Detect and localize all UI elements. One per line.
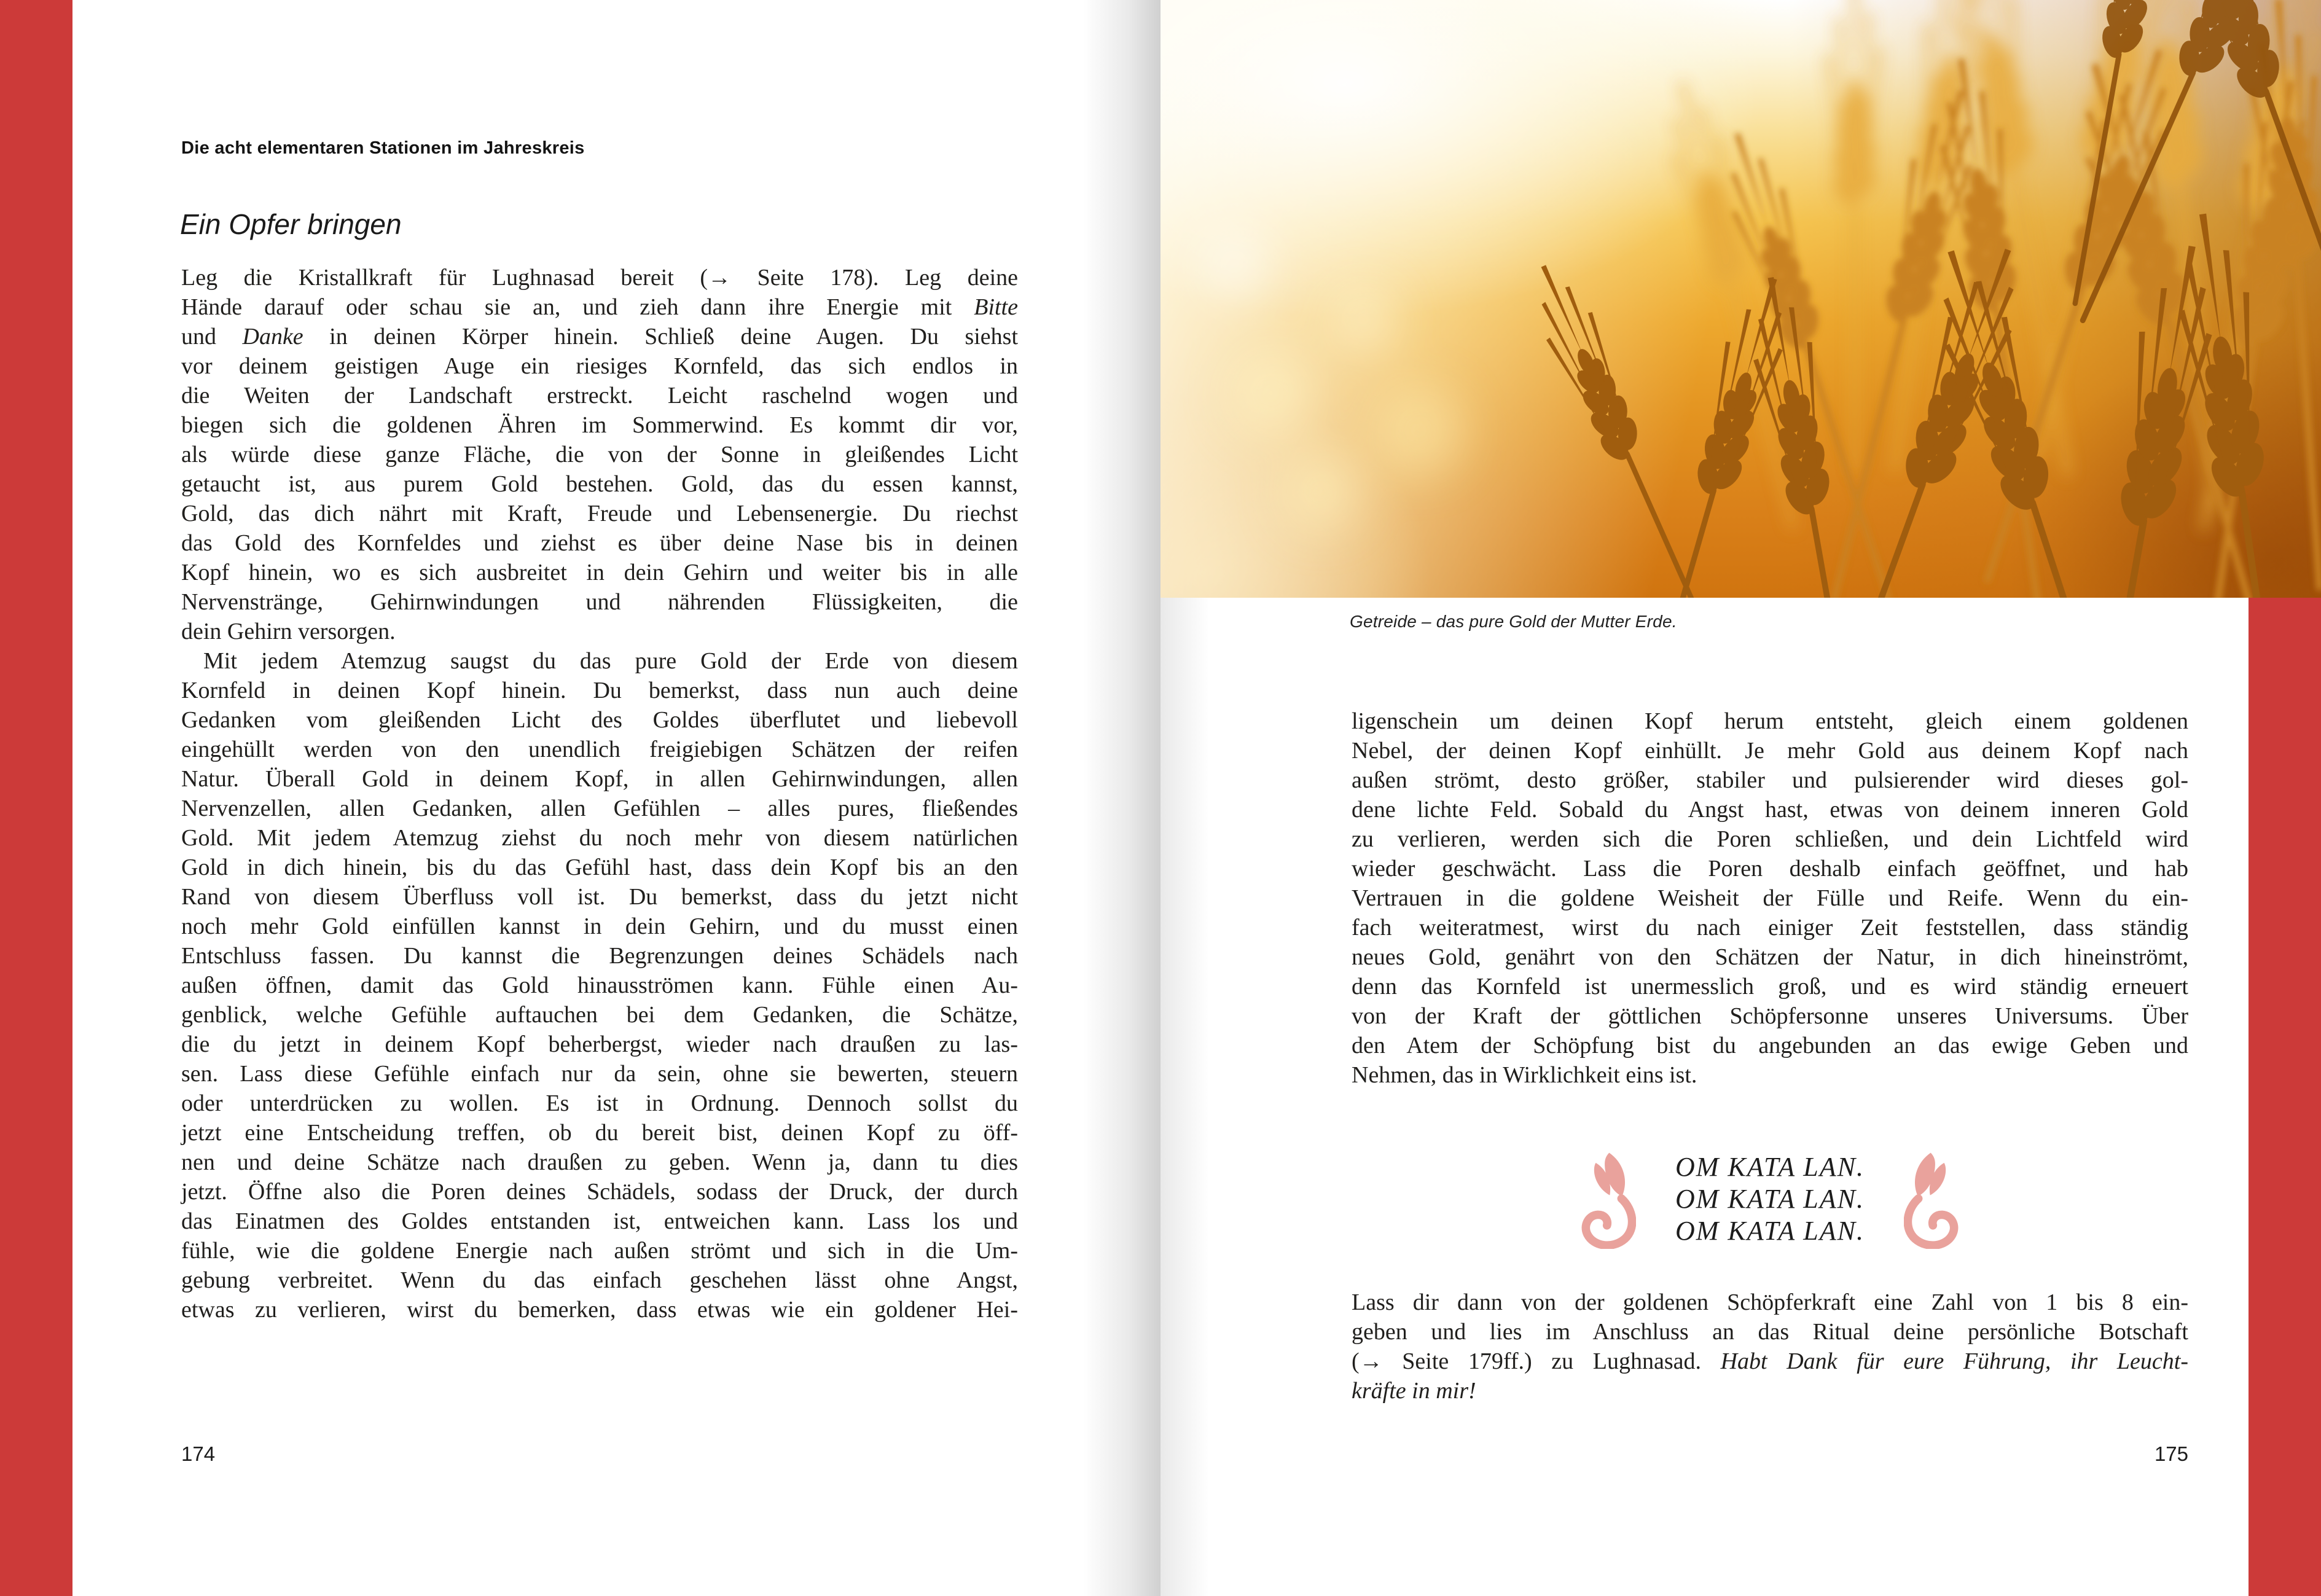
body-paragraph: Lass dir dann von der goldenen Schöpferkraft eine Zahl von 1 bis 8 ein- geben und lies im Anschluss an das Ritual deine persönliche Botschaft (→ Seite 179ff.) zu Lughnasad. Habt Dank für eure Führung, ihr Leucht- kräfte in mir! bbox=[1352, 1289, 2188, 1404]
section-heading: Ein Opfer bringen bbox=[180, 208, 402, 240]
floral-ornament-icon bbox=[1904, 1149, 1965, 1249]
wheat-photo bbox=[1160, 0, 2321, 598]
red-stripe-left bbox=[0, 0, 72, 1596]
red-stripe-right bbox=[2249, 598, 2321, 1596]
wheat-illustration bbox=[1160, 0, 2321, 598]
mantra-line: OM KATA LAN. bbox=[1675, 1216, 1865, 1246]
body-text-right-closing bbox=[1352, 1288, 2188, 1406]
body-text-left bbox=[181, 263, 1018, 1324]
running-header: Die acht elementaren Stationen im Jahreskreis bbox=[181, 138, 585, 158]
page-number-left: 174 bbox=[181, 1442, 216, 1465]
photo-caption: Getreide – das pure Gold der Mutter Erde. bbox=[1350, 612, 1677, 631]
gutter-shadow-left bbox=[1083, 0, 1160, 1596]
body-paragraph: Mit jedem Atemzug saugst du das pure Gold der Erde von diesem Kornfeld in deinen Kopf hinein. Du bemerkst, dass nun auch deine Gedanken vom gleißenden Licht des Goldes überflutet und liebevoll eingehüllt werden von den unendlich freigiebigen Schätzen der reifen Natur. Überall Gold in deinem Kopf, in allen Gehirnwindungen, allen Nervenzellen, allen Gedanken, allen Gefühlen – alles pures, fließendes Gold. Mit jedem Atemzug ziehst du noch mehr von diesem natürlichen Gold in dich hinein, bis du das Gefühl hast, dass dein Kopf bis an den Rand von diesem Überfluss voll ist. Du bemerkst, dass du jetzt nicht noch mehr Gold einfüllen kannst in dein Gehirn, und du musst einen Entschluss fassen. Du kannst die Begrenzungen deines Schädels nach außen öffnen, damit das Gold hinausströmen kann. Fühle einen Au- genblick, welche Gefühle auftauchen bei dem Gedanken, die Schätze, die du jetzt in deinem Kopf beherbergst, wieder nach draußen zu las- sen. Lass diese Gefühle einfach nur da sein, ohne sie bewerten, steuern oder unterdrücken zu wollen. Es ist in Ordnung. Dennoch sollst du jetzt eine Entscheidung treffen, ob du bereit bist, deinen Kopf zu öff- nen und deine Schätze nach draußen zu geben. Wenn ja, dann tu dies jetzt. Öffne also die Poren deines Schädels, sodass der Druck, der durch das Einatmen des Goldes entstanden ist, entweichen kann. Lass los und fühle, wie die goldene Energie nach außen strömt und sich in die Um- gebung verbreitet. Wenn du das einfach geschehen lässt ohne Angst, etwas zu verlieren, wirst du bemerken, dass etwas wie ein goldener Hei- bbox=[181, 648, 1018, 1323]
mantra-line: OM KATA LAN. bbox=[1675, 1184, 1865, 1214]
body-text-right bbox=[1352, 706, 2188, 1090]
body-paragraph: Leg die Kristallkraft für Lughnasad bereit (→ Seite 178). Leg deine Hände darauf oder schau sie an, und zieh dann ihre Energie mit Bitte und Danke in deinen Körper hinein. Schließ deine Augen. Du siehst vor deinem geistigen Auge ein riesiges Kornfeld, das sich endlos in die Weiten der Landschaft erstreckt. Leicht raschelnd wogen und biegen sich die goldenen Ähren im Sommerwind. Es kommt dir vor, als würde diese ganze Fläche, die von der Sonne in gleißendes Licht getaucht ist, aus purem Gold bestehen. Gold, das du essen kannst, Gold, das dich nährt mit Kraft, Freude und Lebensenergie. Du riechst das Gold des Kornfeldes und ziehst es über deine Nase bis in deinen Kopf hinein, wo es sich ausbreitet in dein Gehirn und weiter bis in alle Nervenstränge, Gehirnwindungen und nährenden Flüssigkeiten, die dein Gehirn versorgen. bbox=[181, 265, 1019, 644]
page-number-right: 175 bbox=[2154, 1442, 2188, 1465]
gutter-shadow-right bbox=[1160, 598, 1210, 1596]
floral-ornament-icon bbox=[1575, 1149, 1636, 1249]
mantra-block bbox=[1352, 1144, 2188, 1254]
mantra-line: OM KATA LAN. bbox=[1675, 1152, 1865, 1182]
mantra-text bbox=[1675, 1151, 1865, 1247]
body-paragraph: ligenschein um deinen Kopf herum entsteht, gleich einem goldenen Nebel, der deinen Kopf einhüllt. Je mehr Gold aus deinem Kopf nach außen strömt, desto größer, stabiler und pulsierender wird dieses gol- dene lichte Feld. Sobald du Angst hast, etwas von deinem inneren Gold zu verlieren, werden sich die Poren schließen, und dein Lichtfeld wird wieder geschwächt. Lass die Poren deshalb einfach geöffnet, und hab Vertrauen in die goldene Weisheit der Fülle und Reife. Wenn du ein- fach weiteratmest, wirst du nach einiger Zeit feststellen, dass ständig neues Gold, genährt von den Schätzen der Natur, in dich hineinströmt, denn das Kornfeld ist unermesslich groß, und es wird ständig erneuert von der Kraft der göttlichen Schöpfersonne unseres Universums. Über den Atem der Schöpfung bist du angebunden an das ewige Geben und Nehmen, das in Wirklichkeit eins ist. bbox=[1352, 708, 2188, 1088]
